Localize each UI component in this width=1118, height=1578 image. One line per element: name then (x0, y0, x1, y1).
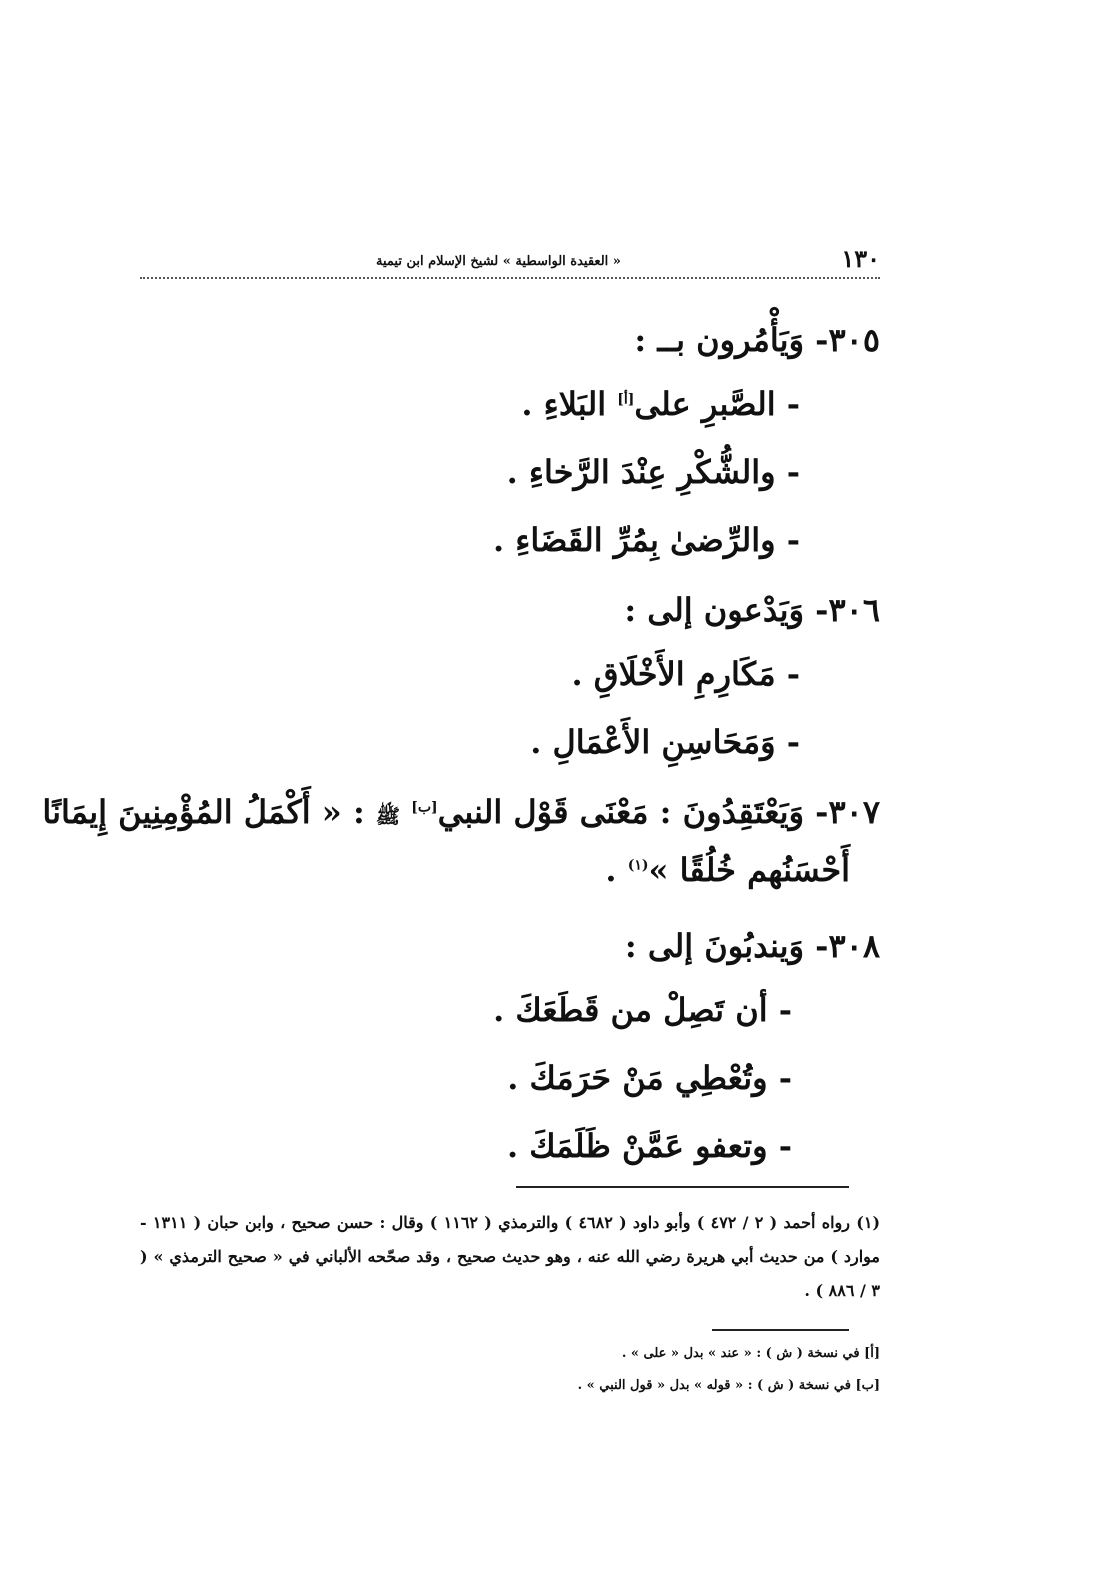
section-number: ٣٠٥- (815, 321, 880, 359)
list-item: - وتُعْطِي مَنْ حَرَمَكَ . (507, 1059, 792, 1097)
section-307 (42, 793, 880, 904)
variant-ref: [أ] (617, 391, 635, 408)
footnote-divider (516, 1186, 849, 1188)
running-title: « العقيدة الواسطية » لشيخ الإسلام ابن تيمية (376, 254, 621, 269)
variant-notes-divider (712, 1329, 849, 1331)
list-item: - الصَّبرِ على[أ] البَلاءِ . (521, 385, 800, 423)
list-item: - أن تَصِلْ من قَطَعَكَ . (493, 991, 792, 1029)
section-heading (624, 592, 880, 629)
section-308 (140, 928, 880, 1178)
section-307-line-1: ٣٠٧- وَيَعْتَقِدُونَ : مَعْنَى قَوْل النبي[ب] ﷺ : « أَكْمَلُ المُؤْمِنِينَ إِيمَانًا (42, 793, 880, 831)
page-number: ١٣٠ (841, 244, 880, 273)
page-header (140, 244, 880, 278)
list-item: - والشُّكْرِ عِنْدَ الرَّخاءِ . (506, 453, 800, 491)
section-heading-text: وَيَدْعون إلى : (624, 591, 805, 629)
variant-note: [أ] في نسخة ( ش ) : « عند » بدل « على » . (621, 1346, 880, 1361)
section-305 (140, 322, 880, 572)
salawat-glyph: ﷺ (375, 804, 401, 828)
section-number: ٣٠٦- (815, 591, 880, 629)
section-heading-text: وَيندبُونَ إلى : (624, 927, 805, 965)
footnote: (١) رواه أحمد ( ٢ / ٤٧٢ ) وأبو داود ( ٤٦٨٢ ) والترمذي ( ١١٦٢ ) وقال : حسن صحيح ، وابن حبان ( ١٣١١ - موارد ) من حديث أبي هريرة رضي الله عنه ، وهو حديث صحيح ، وقد صحّحه الألباني في « صحيح الترمذي » ( ٣ / ٨٨٦ ) . (140, 1213, 881, 1300)
section-306 (140, 592, 880, 782)
header-divider (140, 277, 880, 279)
section-307-line-2: أَحْسَنُهم خُلُقًا »$^{(١)}$ . (605, 851, 850, 889)
section-number: ٣٠٨- (815, 927, 880, 965)
variant-ref: [ب] (411, 799, 438, 816)
list-item: - مَكَارِمِ الأَخْلَاقِ . (571, 655, 800, 693)
section-heading (625, 928, 880, 965)
section-number: ٣٠٧- (815, 793, 880, 831)
list-item: - والرِّضىٰ بِمُرِّ القَضَاءِ . (492, 521, 800, 559)
list-item: - وتعفو عَمَّنْ ظَلَمَكَ . (507, 1127, 792, 1165)
list-item: - وَمَحَاسِنِ الأَعْمَالِ . (530, 723, 800, 761)
section-heading-text: وَيَأْمُرون بــ : (634, 321, 805, 359)
footnote-ref: (١) (627, 857, 649, 874)
variant-note: [ب] في نسخة ( ش ) : « قوله » بدل « قول النبي » . (577, 1378, 880, 1393)
section-heading (634, 322, 880, 359)
